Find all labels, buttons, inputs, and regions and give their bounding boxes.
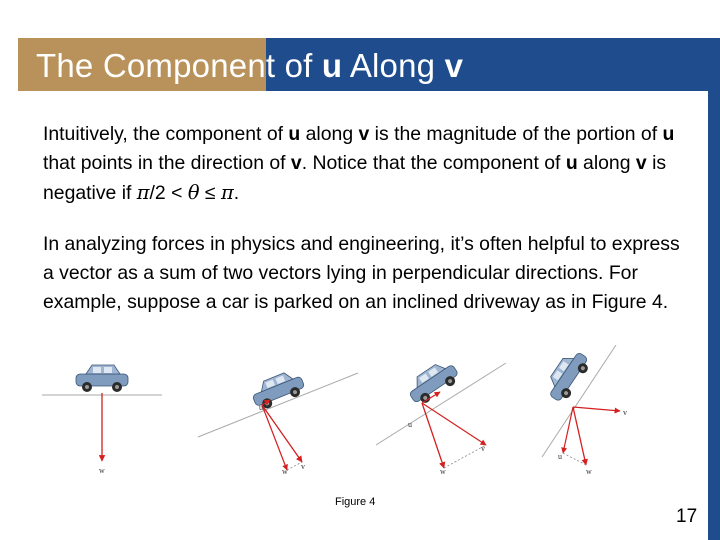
svg-text:w: w: [282, 467, 288, 476]
figure-panel-steepest-incline: [542, 345, 627, 476]
svg-text:u: u: [408, 420, 412, 429]
figure-panel-steep-incline: [376, 357, 506, 476]
paragraph-forces: In analyzing forces in physics and engineering, it’s often helpful to express a vector as a sum of two vectors lying in perpendicular directions. For example, suppose a car is parked on an inclined driveway as in Figure 4.: [43, 233, 680, 313]
svg-text:w: w: [440, 467, 446, 476]
figure-caption: Figure 4: [335, 496, 376, 508]
paragraph-intuition: Intuitively, the component of u along v is the magnitude of the portion of u that points in the direction of v. Notice that the component of u along v is negative if π/2 < θ ≤ π.: [43, 123, 675, 204]
svg-text:v: v: [623, 408, 627, 417]
svg-text:u: u: [558, 452, 562, 461]
svg-text:v: v: [301, 462, 305, 471]
title-vector-u: u: [321, 47, 343, 84]
svg-text:w: w: [586, 467, 592, 476]
figure-4-cars-on-incline: [40, 345, 660, 485]
title-vector-v: v: [444, 47, 464, 84]
svg-text:u: u: [259, 403, 263, 412]
page-number: 17: [676, 506, 698, 527]
figure-panel-flat: [42, 365, 162, 475]
figure-panel-slight-incline: [198, 368, 358, 476]
right-edge-bar: [708, 91, 720, 540]
svg-text:w: w: [99, 466, 105, 475]
slide-title: The Component of u Along v: [36, 47, 464, 84]
svg-text:v: v: [481, 444, 485, 453]
